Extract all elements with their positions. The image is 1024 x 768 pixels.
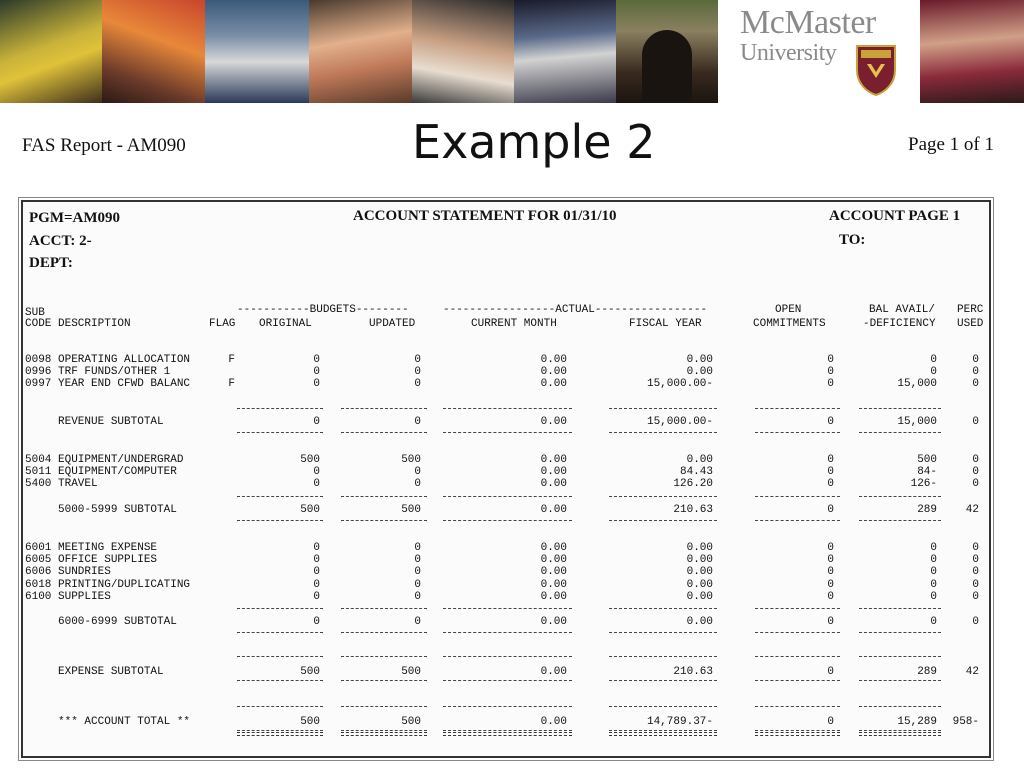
cell-original: 500 (300, 454, 320, 466)
statement-title: ACCOUNT STATEMENT FOR 01/31/10 (353, 208, 617, 224)
cell-current-month: 0.00 (540, 554, 567, 566)
cell-current-month: 0.00 (540, 579, 567, 591)
cell-current-month: 0.00 (540, 378, 567, 390)
separator-rule (755, 680, 840, 681)
separator-rule (859, 656, 941, 657)
separator-rule (609, 632, 717, 633)
cell-fiscal-year: 0.00 (686, 354, 713, 366)
used-header: USED (957, 318, 984, 330)
cell-current-month: 0.00 (540, 616, 567, 628)
cell-code-description: 5000-5999 SUBTOTAL (25, 504, 177, 516)
cell-fiscal-year: 210.63 (673, 666, 713, 678)
cell-current-month: 0.00 (540, 354, 567, 366)
budgets-group-header: -----------BUDGETS-------- (237, 304, 409, 316)
cell-code-description: 0997 YEAR END CFWD BALANC (25, 378, 191, 390)
separator-rule (609, 432, 717, 433)
cell-perc-used: 0 (972, 554, 979, 566)
cell-fiscal-year: 0.00 (686, 366, 713, 378)
separator-rule (609, 408, 717, 409)
cell-current-month: 0.00 (540, 454, 567, 466)
separator-rule (443, 496, 572, 497)
separator-rule (443, 680, 572, 681)
cell-fiscal-year: 126.20 (673, 478, 713, 490)
actual-group-header: -----------------ACTUAL----------------- (443, 304, 708, 316)
open-header: OPEN (775, 304, 802, 316)
current-month-header: CURRENT MONTH (471, 318, 557, 330)
cell-fiscal-year: 210.63 (673, 504, 713, 516)
cell-code-description: 6005 OFFICE SUPPLIES (25, 554, 158, 566)
separator-rule (755, 496, 840, 497)
updated-header: UPDATED (369, 318, 416, 330)
cell-code-description: 6001 MEETING EXPENSE (25, 542, 158, 554)
cell-current-month: 0.00 (540, 591, 567, 603)
to-field: TO: (839, 232, 866, 248)
cell-perc-used: 0 (972, 454, 979, 466)
cell-open-commitments: 0 (827, 354, 834, 366)
report-name: FAS Report - AM090 (22, 135, 186, 156)
cell-original: 0 (313, 366, 320, 378)
banner-photo-lab-student (412, 0, 514, 103)
cell-perc-used: 42 (965, 504, 979, 516)
cell-fiscal-year: 0.00 (686, 454, 713, 466)
cell-current-month: 0.00 (540, 504, 567, 516)
cell-current-month: 0.00 (540, 566, 567, 578)
cell-open-commitments: 0 (827, 666, 834, 678)
cell-perc-used: 0 (972, 542, 979, 554)
cell-open-commitments: 0 (827, 378, 834, 390)
separator-rule (341, 608, 427, 609)
separator-rule (237, 680, 323, 681)
cell-fiscal-year: 0.00 (686, 566, 713, 578)
cell-updated: 500 (401, 666, 421, 678)
cell-original: 0 (313, 378, 320, 390)
separator-rule (755, 432, 840, 433)
separator-rule (755, 520, 840, 521)
cell-flag: F (228, 378, 235, 390)
cell-code-description: 0098 OPERATING ALLOCATION (25, 354, 191, 366)
cell-updated: 0 (414, 542, 421, 554)
fiscal-year-header: FISCAL YEAR (629, 318, 702, 330)
account-page: ACCOUNT PAGE 1 (829, 208, 961, 224)
banner-photo-smiling-students (309, 0, 412, 103)
total-double-rule (609, 732, 717, 736)
perc-header: PERC (957, 304, 984, 316)
cell-updated: 0 (414, 579, 421, 591)
flag-header: FLAG (209, 318, 236, 330)
logo-wordmark-line2: University (740, 40, 837, 66)
banner-photo-football (920, 0, 1024, 103)
cell-original: 0 (313, 416, 320, 428)
cell-fiscal-year: 0.00 (686, 554, 713, 566)
cell-updated: 0 (414, 616, 421, 628)
cell-code-description: EXPENSE SUBTOTAL (25, 666, 164, 678)
separator-rule (859, 432, 941, 433)
cell-bal-avail: 0 (930, 591, 937, 603)
cell-current-month: 0.00 (540, 466, 567, 478)
cell-perc-used: 0 (972, 378, 979, 390)
separator-rule (341, 730, 427, 731)
cell-code-description: 5011 EQUIPMENT/COMPUTER (25, 466, 177, 478)
cell-code-description: 5004 EQUIPMENT/UNDERGRAD (25, 454, 184, 466)
cell-fiscal-year: 0.00 (686, 616, 713, 628)
banner-photo-saxophone (0, 0, 102, 103)
separator-rule (609, 730, 717, 731)
account-statement (21, 200, 991, 758)
separator-rule (341, 656, 427, 657)
cell-bal-avail: 289 (917, 666, 937, 678)
original-header: ORIGINAL (259, 318, 312, 330)
total-double-rule (443, 732, 572, 736)
separator-rule (755, 706, 840, 707)
cell-original: 0 (313, 542, 320, 554)
cell-original: 500 (300, 504, 320, 516)
cell-code-description: *** ACCOUNT TOTAL ** (25, 716, 191, 728)
separator-rule (341, 632, 427, 633)
separator-rule (237, 730, 323, 731)
cell-bal-avail: 500 (917, 454, 937, 466)
separator-rule (443, 408, 572, 409)
separator-rule (341, 496, 427, 497)
cell-fiscal-year: 0.00 (686, 579, 713, 591)
cell-fiscal-year: 0.00 (686, 591, 713, 603)
banner-photo-student-gloves (205, 0, 309, 103)
cell-current-month: 0.00 (540, 716, 567, 728)
page-title: Example 2 (412, 115, 656, 169)
cell-fiscal-year: 84.43 (679, 466, 713, 478)
cell-code-description: 6000-6999 SUBTOTAL (25, 616, 177, 628)
cell-code-description: 0996 TRF FUNDS/OTHER 1 (25, 366, 171, 378)
separator-rule (609, 520, 717, 521)
cell-updated: 500 (401, 504, 421, 516)
cell-original: 0 (313, 554, 320, 566)
cell-open-commitments: 0 (827, 542, 834, 554)
separator-rule (609, 608, 717, 609)
separator-rule (443, 706, 572, 707)
separator-rule (859, 408, 941, 409)
cell-perc-used: 0 (972, 478, 979, 490)
cell-open-commitments: 0 (827, 579, 834, 591)
cell-open-commitments: 0 (827, 366, 834, 378)
separator-rule (237, 496, 323, 497)
commitments-header: COMMITMENTS (753, 318, 826, 330)
cell-current-month: 0.00 (540, 666, 567, 678)
cell-open-commitments: 0 (827, 478, 834, 490)
cell-current-month: 0.00 (540, 542, 567, 554)
cell-original: 0 (313, 478, 320, 490)
cell-open-commitments: 0 (827, 504, 834, 516)
cell-perc-used: 0 (972, 616, 979, 628)
separator-rule (859, 608, 941, 609)
cell-updated: 0 (414, 354, 421, 366)
separator-rule (237, 520, 323, 521)
cell-perc-used: 0 (972, 591, 979, 603)
cell-open-commitments: 0 (827, 466, 834, 478)
cell-open-commitments: 0 (827, 454, 834, 466)
cell-updated: 0 (414, 566, 421, 578)
banner-photo-professor (514, 0, 616, 103)
cell-updated: 0 (414, 554, 421, 566)
cell-bal-avail: 0 (930, 566, 937, 578)
cell-code-description: REVENUE SUBTOTAL (25, 416, 164, 428)
cell-perc-used: 0 (972, 366, 979, 378)
separator-rule (609, 706, 717, 707)
separator-rule (609, 656, 717, 657)
cell-original: 0 (313, 566, 320, 578)
cell-bal-avail: 0 (930, 616, 937, 628)
cell-bal-avail: 15,289 (897, 716, 937, 728)
bal-header: BAL AVAIL/ (869, 304, 936, 316)
cell-fiscal-year: 15,000.00- (646, 378, 713, 390)
cell-current-month: 0.00 (540, 478, 567, 490)
cell-perc-used: 0 (972, 566, 979, 578)
cell-original: 0 (313, 591, 320, 603)
cell-updated: 0 (414, 416, 421, 428)
separator-rule (443, 656, 572, 657)
cell-original: 500 (300, 716, 320, 728)
separator-rule (237, 656, 323, 657)
cell-open-commitments: 0 (827, 554, 834, 566)
cell-bal-avail: 0 (930, 366, 937, 378)
total-double-rule (341, 732, 427, 736)
separator-rule (755, 656, 840, 657)
separator-rule (609, 496, 717, 497)
cell-fiscal-year: 15,000.00- (646, 416, 713, 428)
separator-rule (859, 496, 941, 497)
separator-rule (443, 608, 572, 609)
cell-fiscal-year: 14,789.37- (646, 716, 713, 728)
cell-updated: 0 (414, 591, 421, 603)
cell-bal-avail: 289 (917, 504, 937, 516)
program-id: PGM=AM090 (29, 210, 121, 226)
cell-original: 500 (300, 666, 320, 678)
separator-rule (341, 408, 427, 409)
cell-original: 0 (313, 466, 320, 478)
sub-header: SUB (25, 307, 45, 319)
separator-rule (859, 730, 941, 731)
cell-updated: 0 (414, 466, 421, 478)
separator-rule (755, 608, 840, 609)
cell-bal-avail: 0 (930, 354, 937, 366)
separator-rule (341, 432, 427, 433)
cell-current-month: 0.00 (540, 416, 567, 428)
cell-code-description: 6018 PRINTING/DUPLICATING (25, 579, 191, 591)
separator-rule (443, 432, 572, 433)
cell-code-description: 6100 SUPPLIES (25, 591, 111, 603)
separator-rule (859, 706, 941, 707)
separator-rule (237, 608, 323, 609)
cell-perc-used: 0 (972, 466, 979, 478)
account-number: ACCT: 2- (29, 233, 92, 249)
cell-perc-used: 42 (965, 666, 979, 678)
university-logo (718, 0, 920, 103)
cell-bal-avail: 126- (910, 478, 937, 490)
code-description-header: CODE DESCRIPTION (25, 318, 131, 330)
cell-updated: 500 (401, 716, 421, 728)
separator-rule (237, 408, 323, 409)
department: DEPT: (29, 255, 73, 271)
cell-perc-used: 958- (952, 716, 979, 728)
cell-perc-used: 0 (972, 354, 979, 366)
cell-code-description: 6006 SUNDRIES (25, 566, 111, 578)
separator-rule (755, 632, 840, 633)
separator-rule (859, 632, 941, 633)
cell-updated: 0 (414, 366, 421, 378)
separator-rule (609, 680, 717, 681)
cell-code-description: 5400 TRAVEL (25, 478, 98, 490)
separator-rule (341, 520, 427, 521)
cell-open-commitments: 0 (827, 716, 834, 728)
total-double-rule (755, 732, 840, 736)
banner-photo-painting (102, 0, 205, 103)
cell-bal-avail: 0 (930, 554, 937, 566)
deficiency-header: -DEFICIENCY (863, 318, 936, 330)
cell-perc-used: 0 (972, 416, 979, 428)
cell-bal-avail: 0 (930, 579, 937, 591)
separator-rule (237, 706, 323, 707)
cell-flag: F (228, 354, 235, 366)
page-number: Page 1 of 1 (908, 134, 995, 155)
cell-current-month: 0.00 (540, 366, 567, 378)
separator-rule (341, 680, 427, 681)
cell-open-commitments: 0 (827, 566, 834, 578)
total-double-rule (859, 732, 941, 736)
separator-rule (859, 520, 941, 521)
separator-rule (237, 432, 323, 433)
total-double-rule (237, 732, 323, 736)
cell-open-commitments: 0 (827, 591, 834, 603)
separator-rule (859, 680, 941, 681)
cell-original: 0 (313, 616, 320, 628)
cell-original: 0 (313, 579, 320, 591)
separator-rule (755, 730, 840, 731)
cell-perc-used: 0 (972, 579, 979, 591)
banner-photo-archway (616, 0, 718, 103)
crest-icon (855, 44, 897, 96)
cell-bal-avail: 0 (930, 542, 937, 554)
cell-updated: 0 (414, 478, 421, 490)
cell-open-commitments: 0 (827, 416, 834, 428)
separator-rule (443, 730, 572, 731)
separator-rule (443, 520, 572, 521)
cell-fiscal-year: 0.00 (686, 542, 713, 554)
cell-updated: 0 (414, 378, 421, 390)
cell-bal-avail: 15,000 (897, 378, 937, 390)
cell-open-commitments: 0 (827, 616, 834, 628)
cell-bal-avail: 84- (917, 466, 937, 478)
separator-rule (341, 706, 427, 707)
cell-original: 0 (313, 354, 320, 366)
archway-door-icon (642, 30, 692, 103)
cell-updated: 500 (401, 454, 421, 466)
logo-wordmark-line1: McMaster (740, 4, 876, 41)
photo-banner (0, 0, 1024, 103)
cell-bal-avail: 15,000 (897, 416, 937, 428)
separator-rule (755, 408, 840, 409)
separator-rule (237, 632, 323, 633)
separator-rule (443, 632, 572, 633)
